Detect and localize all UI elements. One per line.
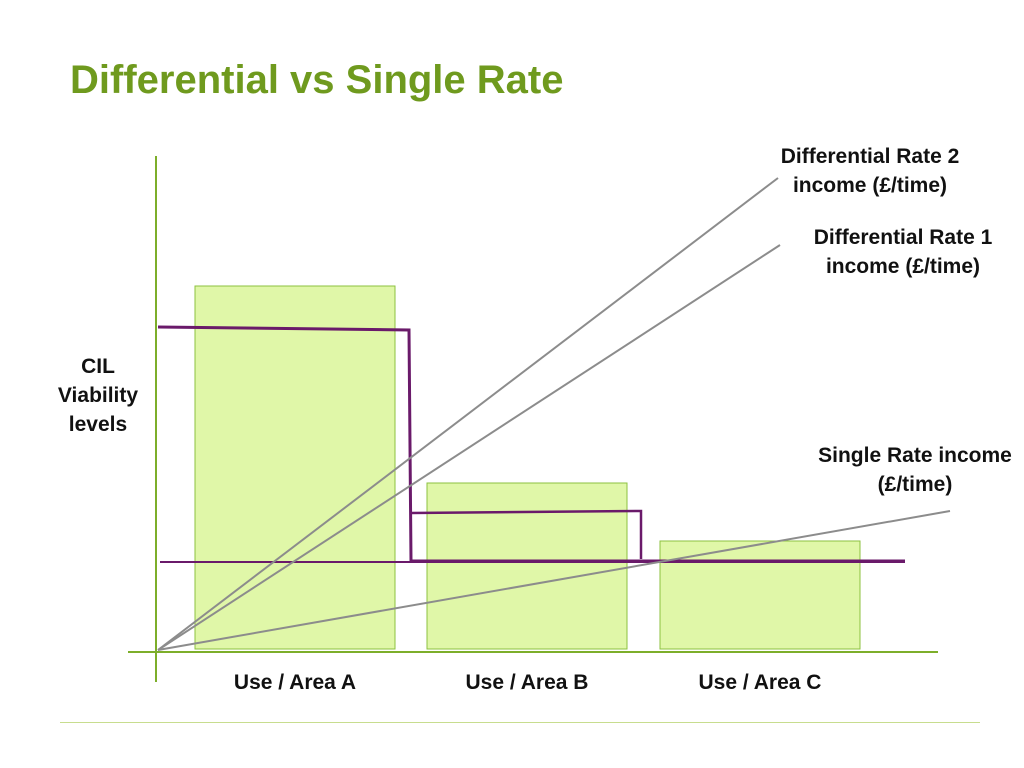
category-label-area-c: Use / Area C [698, 671, 822, 694]
viability-bar-area-a [195, 286, 395, 649]
slide-title: Differential vs Single Rate [70, 58, 564, 102]
single-rate-label: Single Rate income (£/time) [818, 444, 1012, 496]
diff-rate-1-label: Differential Rate 1 income (£/time) [813, 226, 993, 278]
y-axis-label: CIL Viability levels [57, 355, 139, 436]
diff-rate-2-label: Differential Rate 2 income (£/time) [780, 145, 960, 197]
category-label-area-a: Use / Area A [233, 671, 357, 694]
viability-bar-area-b [427, 483, 627, 649]
category-label-area-b: Use / Area B [465, 671, 589, 694]
footer-divider [60, 722, 980, 723]
